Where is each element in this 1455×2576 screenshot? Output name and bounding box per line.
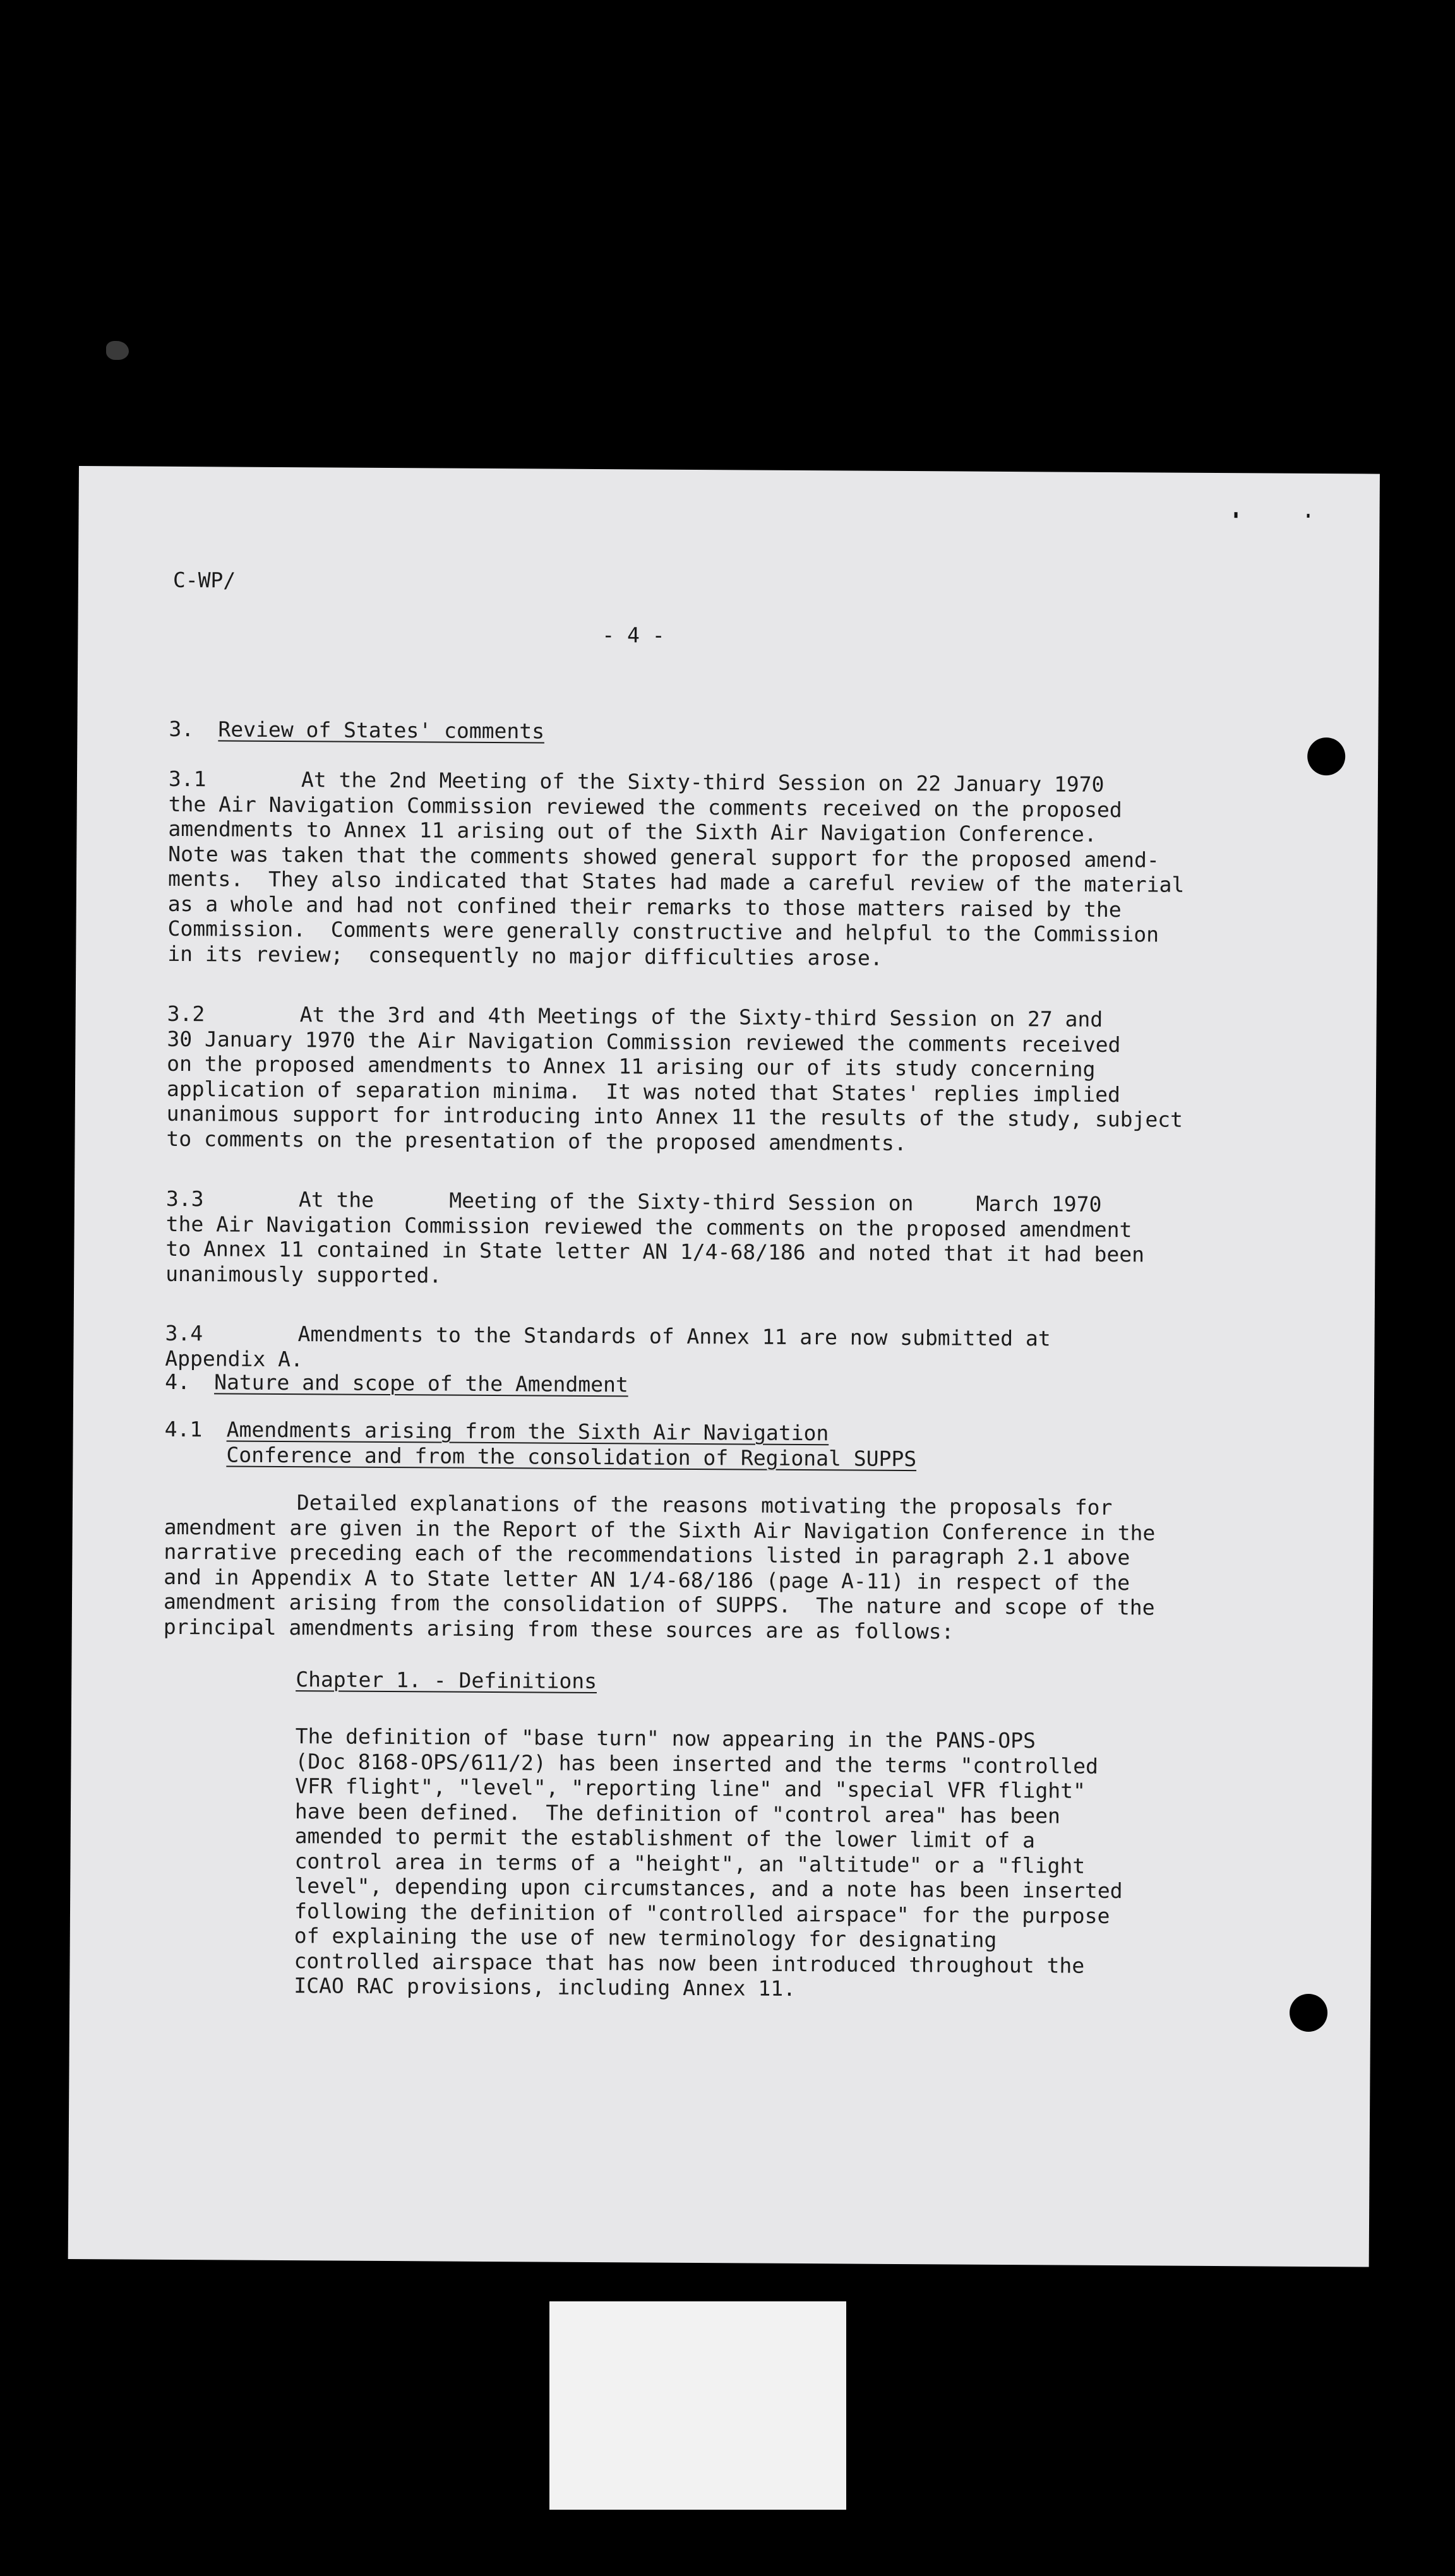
text-line: application of separation minima. It was noted that States' replies implied: [166, 1076, 1121, 1107]
text-line: of explaining the use of new terminology for designating: [294, 1923, 997, 1952]
section-title: Nature and scope of the Amendment: [214, 1369, 628, 1397]
subsection-title-line: Conference and from the consolidation of Regional SUPPS: [226, 1441, 917, 1471]
paragraph-number: 3.3: [165, 1186, 204, 1212]
text-line: (Doc 8168-OPS/611/2) has been inserted and the terms "controlled: [295, 1748, 1099, 1779]
document-reference: C-WP/: [172, 567, 236, 593]
text-line: principal amendments arising from these sources are as follows:: [163, 1614, 954, 1643]
paragraph-3-1: [167, 766, 1350, 973]
text-line: narrative preceding each of the recommendations listed in paragraph 2.1 above: [164, 1539, 1130, 1570]
subsection-number: 4.1: [164, 1416, 203, 1442]
text-line: Detailed explanations of the reasons motivating the proposals for: [296, 1490, 1113, 1520]
text-line: control area in terms of a "height", an "altitude" or a "flight: [294, 1848, 1086, 1878]
subsection-4-1-heading: [164, 1417, 1345, 1474]
document-page: [68, 466, 1380, 2267]
text-line: following the definition of "controlled airspace" for the purpose: [294, 1898, 1110, 1928]
text-line: unanimous support for introducing into Annex 11 the results of the study, subject: [166, 1100, 1183, 1132]
chapter-1-block: [296, 1667, 1331, 1698]
text-line: and in Appendix A to State letter AN 1/4-68/186 (page A-11) in respect of the: [164, 1564, 1130, 1595]
text-line: ments. They also indicated that States had made a careful review of the material: [167, 866, 1185, 897]
text-line: amendments to Annex 11 arising out of the Sixth Air Navigation Conference.: [168, 816, 1097, 847]
text-line: amendment are given in the Report of the Sixth Air Navigation Conference in the: [164, 1514, 1156, 1545]
text-line: Note was taken that the comments showed general support for the proposed amend-: [168, 841, 1159, 872]
text-line: as a whole and had not confined their remarks to those matters raised by the: [167, 891, 1122, 922]
text-line: on the proposed amendments to Annex 11 arising our of its study concerning: [167, 1051, 1096, 1082]
section-3-heading: [169, 717, 1350, 749]
text-line: unanimously supported.: [165, 1261, 442, 1288]
subsection-title-line: Amendments arising from the Sixth Air Navigation: [226, 1417, 829, 1446]
speck-mark: [1235, 512, 1238, 518]
text-line: VFR flight", "level", "reporting line" and "special VFR flight": [295, 1774, 1086, 1803]
text-line: 30 January 1970 the Air Navigation Commission reviewed the comments received: [167, 1026, 1121, 1057]
text-line: to comments on the presentation of the proposed amendments.: [166, 1126, 907, 1155]
text-line: The definition of "base turn" now appearing in the PANS-OPS: [295, 1724, 1036, 1753]
text-line: At the Meeting of the Sixty-third Session on March 1970: [298, 1187, 1102, 1217]
section-title: Review of States' comments: [218, 717, 545, 744]
page-number: - 4 -: [602, 623, 665, 648]
chapter-1-text: [294, 1724, 1331, 2005]
film-slate-card: [549, 2301, 846, 2510]
text-line: Amendments to the Standards of Annex 11 are now submitted at: [297, 1321, 1051, 1351]
speck-mark: [1307, 514, 1310, 518]
paragraph-3-2: [166, 1001, 1348, 1158]
text-line: have been defined. The definition of "control area" has been: [294, 1798, 1061, 1828]
text-line: controlled airspace that has now been introduced throughout the: [294, 1948, 1085, 1978]
paragraph-3-4: [165, 1321, 1346, 1378]
text-line: the Air Navigation Commission reviewed the comments on the proposed amendment: [165, 1211, 1132, 1242]
text-line: amendment arising from the consolidation of SUPPS. The nature and scope of the: [163, 1589, 1155, 1620]
paragraph-number: 3.2: [167, 1001, 205, 1027]
paragraph-number: 3.1: [168, 766, 207, 792]
text-line: At the 3rd and 4th Meetings of the Sixty-third Session on 27 and: [299, 1002, 1103, 1032]
text-line: amended to permit the establishment of the lower limit of a: [294, 1823, 1036, 1853]
chapter-title: Chapter 1. - Definitions: [296, 1667, 597, 1694]
text-line: ICAO RAC provisions, including Annex 11.: [294, 1973, 796, 2001]
text-line: level", depending upon circumstances, and a note has been inserted: [294, 1873, 1123, 1904]
paragraph-3-3: [165, 1186, 1347, 1293]
intro-paragraph: [164, 1489, 1345, 1646]
text-line: to Annex 11 contained in State letter AN 1/4-68/186 and noted that it had been: [165, 1236, 1145, 1267]
text-line: the Air Navigation Commission reviewed the comments received on the proposed: [168, 791, 1122, 822]
text-line: At the 2nd Meeting of the Sixty-third Session on 22 January 1970: [301, 767, 1105, 797]
section-number: 3.: [169, 716, 195, 742]
scan-smudge: [106, 341, 129, 360]
text-line: Commission. Comments were generally constructive and helpful to the Commission: [167, 915, 1159, 947]
section-number: 4.: [165, 1369, 191, 1395]
paragraph-number: 3.4: [165, 1320, 203, 1346]
text-line: Appendix A.: [165, 1345, 304, 1371]
text-line: in its review; consequently no major difficulties arose.: [167, 941, 883, 970]
